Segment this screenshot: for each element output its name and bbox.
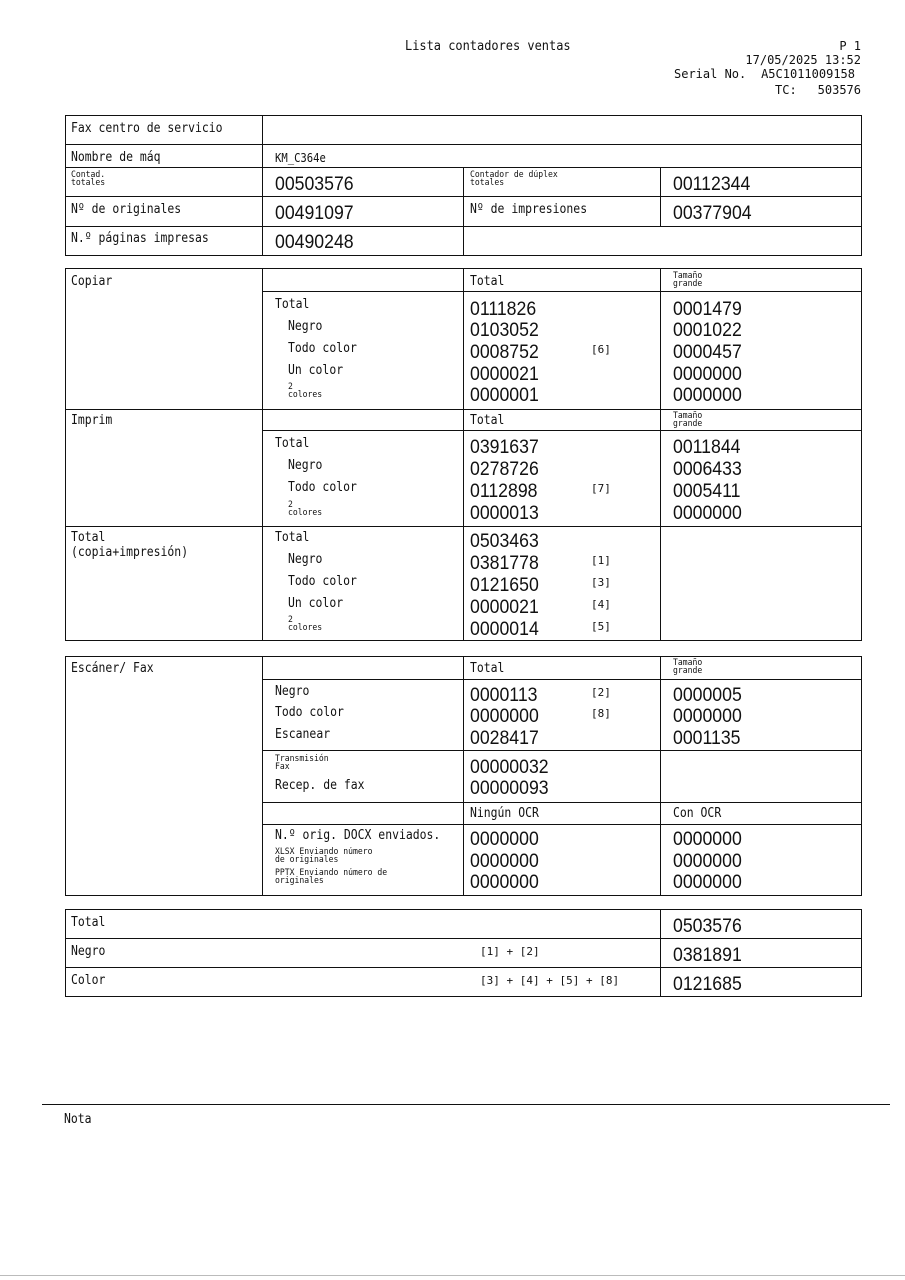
scan-row-large: 0001135 [673, 728, 741, 749]
scan-row-ref: [2] [591, 686, 611, 699]
copy-row-label: Total [275, 297, 310, 312]
total-cp-row-total: 0000021 [470, 597, 539, 618]
report-title: Lista contadores ventas [405, 39, 571, 54]
scan-col-total: Total [470, 661, 505, 676]
print-row-large: 0011844 [673, 437, 741, 458]
total-cp-row-ref: [4] [591, 598, 611, 611]
print-row-large: 0006433 [673, 459, 742, 480]
copy-row-label: Todo color [288, 341, 357, 356]
serial-value: A5C1011009158 [761, 67, 855, 81]
copy-row-total: 0103052 [470, 320, 539, 341]
total-cp-row-total: 0000014 [470, 619, 539, 640]
total-cp-row-label: Negro [288, 552, 323, 567]
copy-col-total: Total [470, 274, 505, 289]
impressions-label: Nº de impresiones [470, 202, 588, 217]
pptx-ocr-value: 0000000 [673, 872, 742, 893]
total-cp-row-total: 0121650 [470, 575, 539, 596]
copy-row-large: 0000457 [673, 342, 742, 363]
summary-total-label: Total [71, 915, 106, 930]
fax-rx-label: Recep. de fax [275, 778, 365, 793]
scan-row-label: Escanear [275, 727, 331, 742]
print-row-label: Negro [288, 458, 323, 473]
total-counter-value: 00503576 [275, 174, 354, 195]
report-datetime: 17/05/2025 13:52 [745, 53, 861, 67]
fax-service-label: Fax centro de servicio [71, 121, 223, 136]
print-col-large: Tamaño grande [673, 411, 703, 429]
fax-tx-value: 00000032 [470, 757, 549, 778]
copy-row-label: Negro [288, 319, 323, 334]
tc-value: 503576 [817, 83, 861, 97]
copy-row-ref: [6] [591, 343, 611, 356]
summary-color-formula: [3] + [4] + [5] + [8] [480, 974, 620, 987]
copy-row-large: 0001479 [673, 299, 742, 320]
impressions-value: 00377904 [673, 203, 752, 224]
docx-no-ocr-value: 0000000 [470, 829, 539, 850]
xlsx-no-ocr-value: 0000000 [470, 851, 539, 872]
summary-total-value: 0503576 [673, 916, 742, 937]
summary-black-value: 0381891 [673, 945, 742, 966]
copy-row-large: 0000000 [673, 385, 742, 406]
scan-row-label: Negro [275, 684, 310, 699]
print-row-total: 0278726 [470, 459, 539, 480]
page-number: P 1 [839, 39, 861, 53]
duplex-counter-label: Contador de dúplex totales [470, 170, 558, 188]
total-cp-row-ref: [3] [591, 576, 611, 589]
xlsx-ocr-value: 0000000 [673, 851, 742, 872]
copy-col-large: Tamaño grande [673, 271, 703, 289]
copy-row-total: 0111826 [470, 299, 537, 320]
print-row-total: 0391637 [470, 437, 539, 458]
print-row-large: 0000000 [673, 503, 742, 524]
total-cp-row-label: Total [275, 530, 310, 545]
scan-row-large: 0000005 [673, 685, 742, 706]
total-cp-row-total: 0381778 [470, 553, 539, 574]
summary-black-label: Negro [71, 944, 106, 959]
summary-color-value: 0121685 [673, 974, 742, 995]
docx-ocr-value: 0000000 [673, 829, 742, 850]
total-cp-row-label: Un color [288, 596, 344, 611]
machine-name-value: KM_C364e [275, 151, 326, 165]
summary-table [65, 909, 862, 997]
print-section-label: Imprim [71, 413, 113, 428]
print-col-total: Total [470, 413, 505, 428]
note-label: Nota [64, 1112, 92, 1127]
col-ocr: Con OCR [673, 806, 722, 821]
scan-col-large: Tamaño grande [673, 658, 703, 676]
copy-row-large: 0000000 [673, 364, 742, 385]
copy-row-total: 0000021 [470, 364, 539, 385]
scan-row-total: 0028417 [470, 728, 539, 749]
copy-row-label: Un color [288, 363, 344, 378]
copy-row-label: 2 colores [288, 382, 323, 400]
copy-section-label: Copiar [71, 274, 113, 289]
note-divider [42, 1104, 890, 1105]
docx-label: N.º orig. DOCX enviados. [275, 828, 441, 843]
fax-tx-label: Transmisión Fax [275, 754, 329, 772]
print-row-total: 0112898 [470, 481, 538, 502]
tc-label: TC: [775, 83, 797, 97]
serial-label: Serial No. [674, 67, 747, 81]
total-cp-row-ref: [1] [591, 554, 611, 567]
summary-color-label: Color [71, 973, 106, 988]
xlsx-label: XLSX Enviando número de originales [275, 847, 373, 865]
total-cp-row-total: 0503463 [470, 531, 539, 552]
printed-pages-label: N.º páginas impresas [71, 231, 209, 246]
copy-row-total: 0000001 [470, 385, 539, 406]
total-cp-row-label: 2 colores [288, 615, 323, 633]
pptx-no-ocr-value: 0000000 [470, 872, 539, 893]
printed-pages-value: 00490248 [275, 232, 354, 253]
print-row-label: Todo color [288, 480, 357, 495]
total-cp-row-label: Todo color [288, 574, 357, 589]
scan-section-label: Escáner/ Fax [71, 661, 154, 676]
copy-row-large: 0001022 [673, 320, 742, 341]
scan-row-total: 0000113 [470, 685, 538, 706]
pptx-label: PPTX Enviando número de originales [275, 868, 388, 886]
total-cp-row-ref: [5] [591, 620, 611, 633]
total-cp-section-label: Total (copia+impresión) [71, 530, 189, 560]
machine-name-label: Nombre de máq [71, 150, 161, 165]
originals-label: Nº de originales [71, 202, 182, 217]
print-row-large: 0005411 [673, 481, 741, 502]
scan-row-total: 0000000 [470, 706, 539, 727]
scan-row-label: Todo color [275, 705, 344, 720]
fax-rx-value: 00000093 [470, 778, 549, 799]
print-row-total: 0000013 [470, 503, 539, 524]
col-no-ocr: Ningún OCR [470, 806, 539, 821]
print-row-ref: [7] [591, 482, 611, 495]
scan-row-large: 0000000 [673, 706, 742, 727]
originals-value: 00491097 [275, 203, 354, 224]
copy-row-total: 0008752 [470, 342, 539, 363]
duplex-counter-value: 00112344 [673, 174, 751, 195]
print-row-label: Total [275, 436, 310, 451]
page-bottom-edge [0, 1275, 905, 1276]
scan-row-ref: [8] [591, 707, 611, 720]
print-row-label: 2 colores [288, 500, 323, 518]
summary-black-formula: [1] + [2] [480, 945, 540, 958]
total-counter-label: Contad. totales [71, 170, 106, 188]
